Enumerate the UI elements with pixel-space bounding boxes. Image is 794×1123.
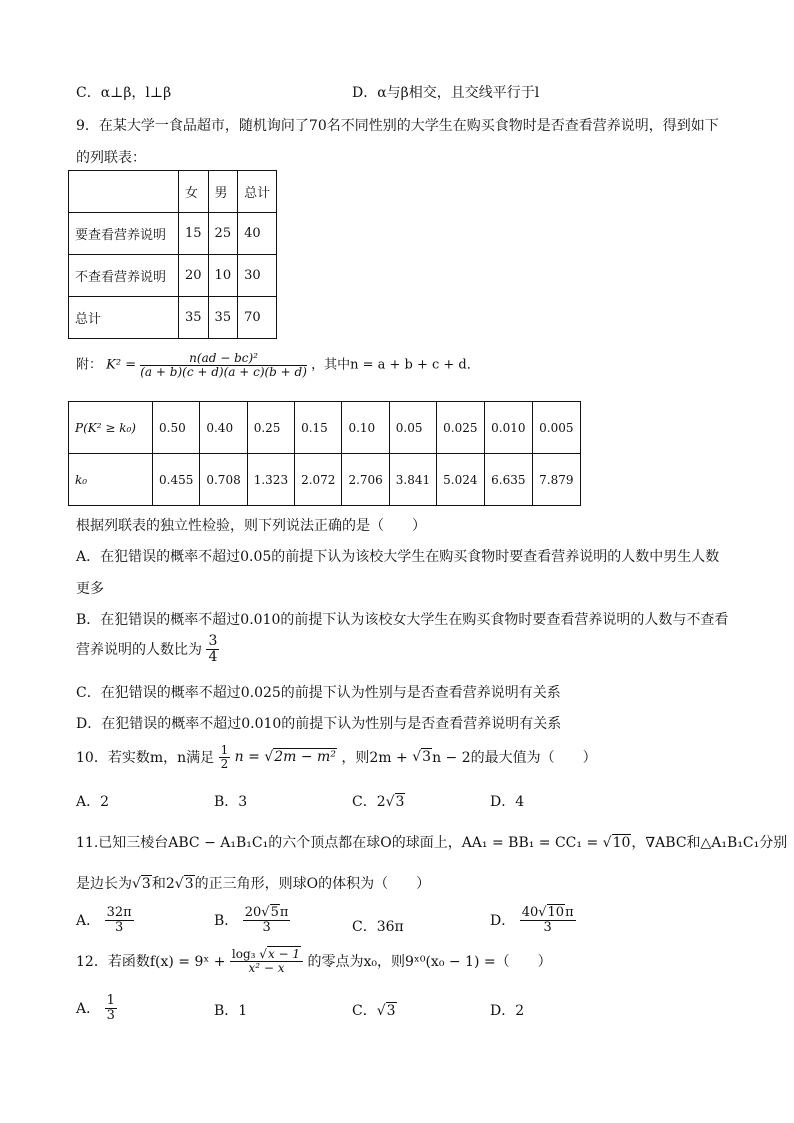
q11-line1-b: ，∇ABC和△A₁B₁C₁分别: [631, 835, 788, 851]
q11-option-c: C．36π: [352, 919, 404, 935]
table-cell: 0.10: [342, 402, 389, 454]
q9-option-a-line2: 更多: [76, 581, 104, 597]
q9-option-a-line1: A．在犯错误的概率不超过0.05的前提下认为该校大学生在购买食物时要查看营养说明的人数中男生人数: [76, 549, 720, 565]
formula-lhs: K² =: [106, 357, 137, 373]
table-cell: 5.024: [437, 454, 485, 506]
table-cell: 女: [179, 171, 209, 213]
table-row: [69, 297, 277, 339]
q11-option-a: [76, 906, 134, 934]
q9-option-b-line1: B．在犯错误的概率不超过0.010的前提下认为该校女大学生在购买食物时要查看营养说明的人数与不查看: [76, 612, 729, 628]
q12-option-c: C．√3: [352, 1003, 396, 1019]
fraction-denominator: 3: [106, 1007, 115, 1023]
note-prefix: 附：: [76, 357, 103, 373]
option-text: C．: [352, 1003, 377, 1019]
sqrt-argument: 5: [270, 905, 279, 920]
fraction-numerator: 1: [106, 993, 115, 1008]
q10-option-b: B．3: [214, 794, 248, 810]
fraction-denominator: 3: [114, 919, 124, 935]
fraction-denominator: x² − x: [248, 960, 285, 975]
q11-option-d: [490, 906, 576, 934]
fraction-numerator: 32π: [106, 905, 132, 920]
q11-line2-b: 和2: [151, 876, 175, 892]
q10-sqrt: √2m − m²: [264, 749, 336, 766]
option-label: B．: [214, 913, 239, 930]
option-b-fraction: [206, 634, 219, 664]
q10-stem-b: n =: [234, 749, 260, 766]
q9-option-c: C．在犯错误的概率不超过0.025的前提下认为性别与是否查看营养说明有关系: [76, 685, 561, 701]
q12-stem-a: 12．若函数f(x) = 9ˣ +: [76, 954, 230, 971]
table-cell: 25: [208, 213, 238, 255]
formula-fraction: [140, 352, 307, 378]
sqrt-argument: 3: [141, 876, 151, 892]
q12-stem-b: 的零点为x₀，则9ˣ⁰(x₀ − 1) =（ ）: [307, 954, 552, 971]
q8-option-d: D．α与β相交，且交线平行于l: [352, 85, 540, 101]
option-fraction: [520, 906, 576, 934]
q9-question: 根据列联表的独立性检验，则下列说法正确的是（ ）: [76, 518, 426, 534]
table-cell: [69, 171, 179, 213]
q10-stem-a: 10．若实数m，n满足: [76, 750, 215, 767]
fraction-numerator: 3: [208, 633, 218, 649]
q11-line1: 11.已知三棱台ABC − A₁B₁C₁的六个顶点都在球O的球面上，AA₁ = BB₁ = CC₁ = √10，∇ABC和△A₁B₁C₁分别: [76, 835, 788, 851]
contingency-table: [68, 170, 277, 339]
option-text: C．2: [352, 794, 386, 810]
table-cell: 男: [208, 171, 238, 213]
q10-stem-c: ，则2m +: [341, 750, 413, 767]
numerator-coef: 20: [244, 905, 262, 920]
table-cell: 15: [179, 213, 209, 255]
fraction-numerator: 40√10π: [521, 905, 574, 920]
table-cell: 40: [238, 213, 277, 255]
sqrt-argument: 10: [547, 905, 565, 920]
numerator-pi: π: [279, 905, 289, 920]
sqrt-argument: 2m − m²: [274, 749, 336, 766]
q9-stem-line1: 9．在某大学一食品超市，随机询问了70名不同性别的大学生在购买食物时是否查看营养说明，得到如下: [76, 118, 719, 134]
option-b-text: 营养说明的人数比为: [76, 642, 202, 659]
table-cell: k₀: [69, 454, 153, 506]
q10-sqrt3: √3: [412, 749, 432, 766]
table-cell: 35: [208, 297, 238, 339]
numerator-pi: π: [565, 905, 574, 920]
q11-line1-a: 11.已知三棱台ABC − A₁B₁C₁的六个顶点都在球O的球面上，AA₁ = BB₁ = CC₁ =: [76, 835, 603, 851]
table-row: [69, 454, 581, 506]
q12-option-a: [76, 994, 117, 1022]
table-cell: 0.15: [295, 402, 342, 454]
option-label: A．: [76, 913, 101, 930]
table-cell: 0.40: [200, 402, 247, 454]
q10-half-fraction: [219, 744, 231, 770]
table-cell: 70: [238, 297, 277, 339]
table-cell: 7.879: [533, 454, 581, 506]
q11-line2-a: 是边长为: [76, 876, 132, 892]
table-cell: 0.708: [200, 454, 247, 506]
q8-option-c: C．α⊥β，l⊥β: [76, 85, 172, 101]
table-cell: 2.072: [295, 454, 342, 506]
k-squared-formula-note: [76, 352, 480, 378]
sqrt-argument: 10: [612, 835, 631, 851]
fraction-denominator: 2: [220, 756, 229, 771]
fraction-numerator: 1: [220, 743, 229, 757]
q11-option-b: [214, 906, 290, 934]
table-cell: 10: [208, 255, 238, 297]
table-cell: 总计: [238, 171, 277, 213]
table-cell: 2.706: [342, 454, 389, 506]
table-cell: 6.635: [485, 454, 533, 506]
q10-stem-d: n − 2的最大值为（ ）: [432, 750, 597, 767]
q12-stem: [76, 948, 552, 974]
q10-option-a: A．2: [76, 794, 110, 810]
q9-stem-line2: 的列联表：: [76, 150, 146, 166]
numerator-coef: 40: [521, 905, 539, 920]
table-cell: 0.010: [485, 402, 533, 454]
table-cell: 0.25: [247, 402, 294, 454]
option-label: A．: [76, 1001, 101, 1018]
sqrt-argument: 3: [395, 794, 405, 810]
fraction-denominator: 3: [262, 919, 271, 935]
formula-suffix: ，其中n = a + b + c + d．: [311, 357, 480, 373]
q9-option-d: D．在犯错误的概率不超过0.010的前提下认为性别与是否查看营养说明有关系: [76, 716, 562, 732]
option-label: D．: [490, 913, 516, 930]
table-cell: 1.323: [247, 454, 294, 506]
fraction-denominator: 3: [543, 919, 552, 935]
table-cell: 3.841: [389, 454, 436, 506]
table-cell: 0.455: [153, 454, 200, 506]
formula-denominator: (a + b)(c + d)(a + c)(b + d): [140, 364, 307, 379]
option-fraction: [105, 906, 134, 934]
table-cell: 35: [179, 297, 209, 339]
fraction-denominator: 4: [208, 648, 218, 665]
q12-fraction: [230, 948, 303, 974]
q10-option-c: C．2√3: [352, 794, 405, 810]
table-cell: 总计: [69, 297, 179, 339]
table-cell: 30: [238, 255, 277, 297]
table-header-row: [69, 171, 277, 213]
table-cell: 0.05: [389, 402, 436, 454]
sqrt-argument: 3: [422, 749, 432, 766]
sqrt-argument: 3: [386, 1003, 396, 1019]
table-row: [69, 213, 277, 255]
option-fraction: [105, 994, 117, 1022]
sqrt-argument: x − 1: [267, 947, 301, 961]
q11-line2: 是边长为√3和2√3的正三角形，则球O的体积为（ ）: [76, 876, 431, 892]
critical-value-table: [68, 401, 581, 506]
sqrt-argument: 3: [184, 876, 194, 892]
table-cell: 0.50: [153, 402, 200, 454]
table-cell: P(K² ≥ k₀): [69, 402, 153, 454]
q11-line2-c: 的正三角形，则球O的体积为（ ）: [194, 876, 431, 892]
log-base: log₃: [231, 947, 256, 961]
option-fraction: [243, 906, 291, 934]
q9-option-b-line2: [76, 634, 219, 664]
table-cell: 要查看营养说明: [69, 213, 179, 255]
fraction-numerator: 20√5π: [244, 905, 289, 920]
q10-option-d: D．4: [490, 794, 525, 810]
table-cell: 20: [179, 255, 209, 297]
q12-option-b: B．1: [214, 1003, 248, 1019]
table-row: [69, 402, 581, 454]
table-row: [69, 255, 277, 297]
table-cell: 0.025: [437, 402, 485, 454]
table-cell: 0.005: [533, 402, 581, 454]
table-cell: 不查看营养说明: [69, 255, 179, 297]
fraction-numerator: log₃ √x − 1: [230, 948, 303, 962]
formula-numerator: n(ad − bc)²: [140, 352, 307, 366]
q12-option-d: D．2: [490, 1003, 525, 1019]
q10-stem: [76, 744, 597, 770]
